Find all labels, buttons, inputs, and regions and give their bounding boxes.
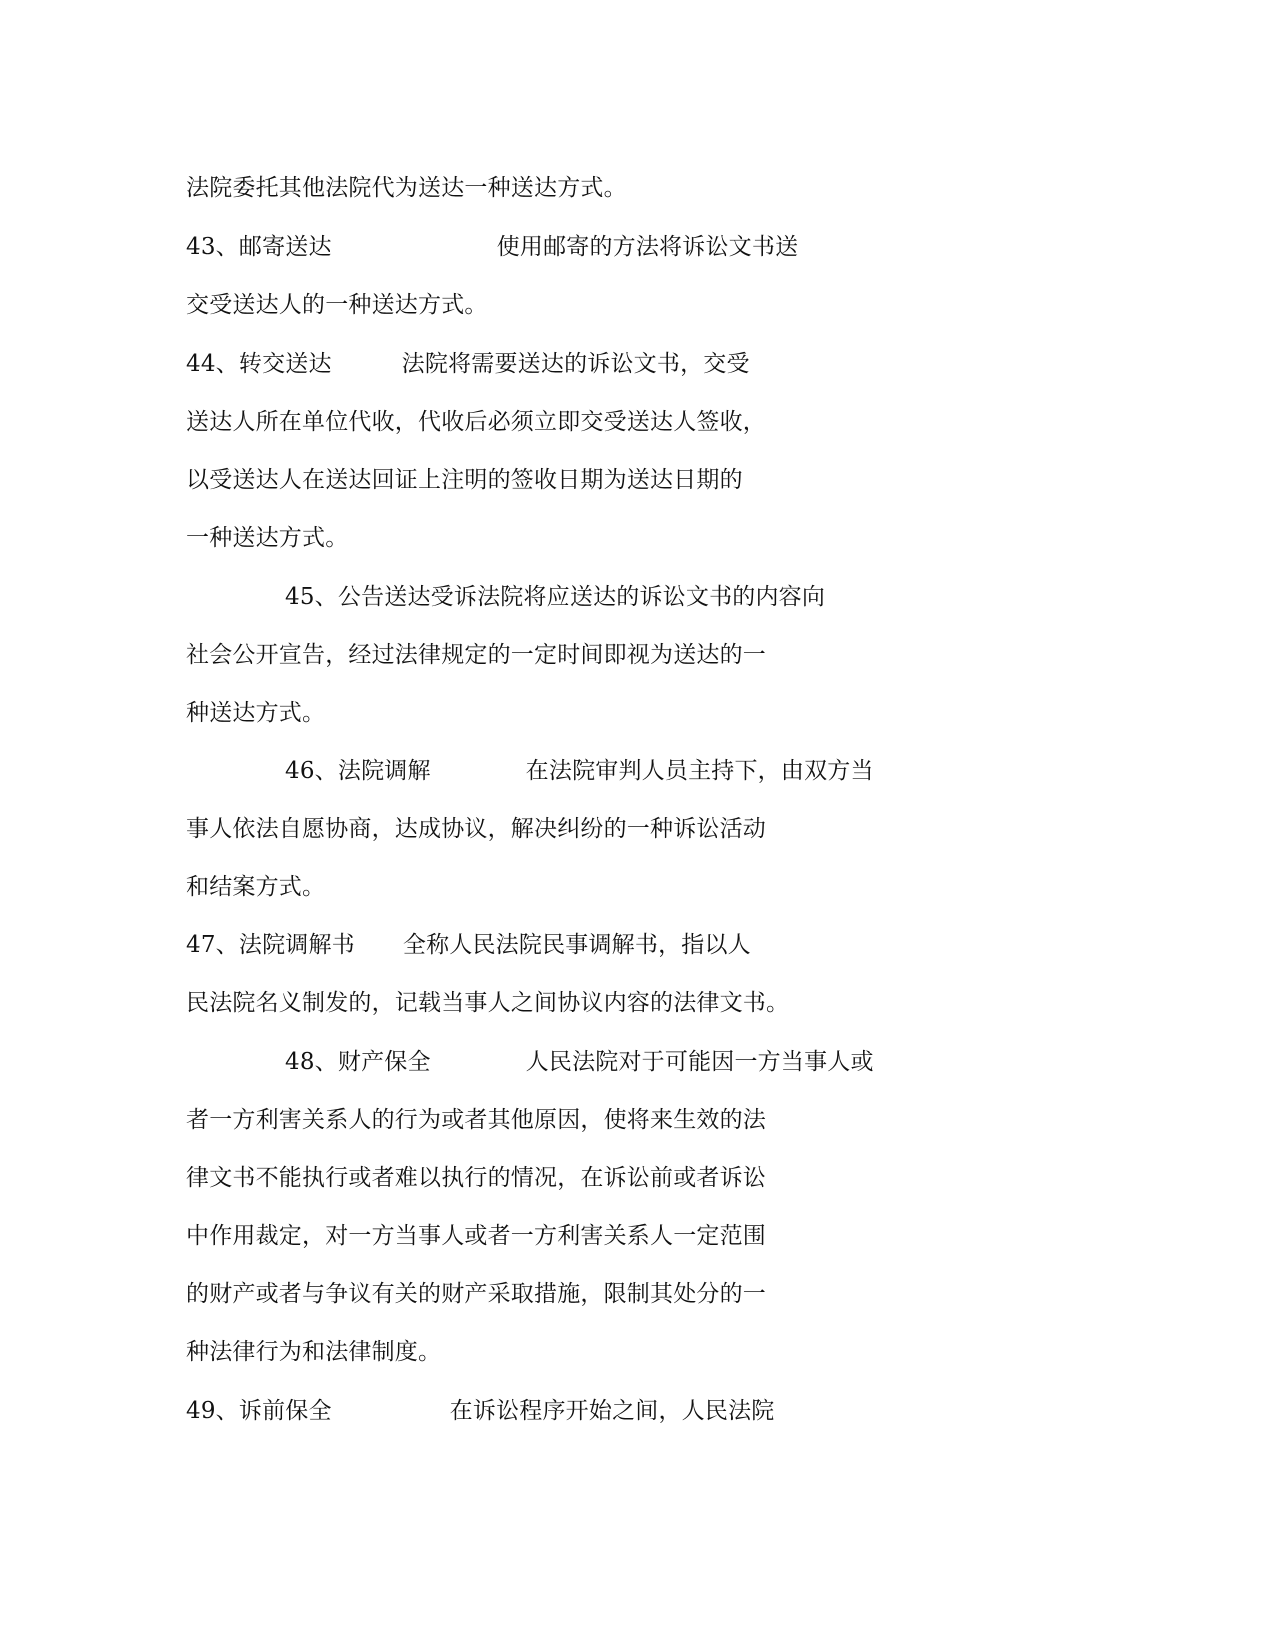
text-line: 法院委托其他法院代为送达一种送达方式。	[186, 175, 627, 201]
term-heading: 43、邮寄送达	[186, 234, 332, 260]
term-entry-48	[285, 1042, 874, 1082]
term-definition: 人民法院对于可能因一方当事人或	[525, 1049, 874, 1075]
term-entry-43	[186, 227, 798, 267]
text-line: 和结案方式。	[186, 874, 326, 900]
text-line: 律文书不能执行或者难以执行的情况，在诉讼前或者诉讼	[186, 1165, 766, 1191]
term-definition: 在诉讼程序开始之间，人民法院	[449, 1398, 775, 1424]
text-line: 社会公开宣告，经过法律规定的一定时间即视为送达的一	[186, 642, 766, 668]
text-line: 种送达方式。	[186, 700, 326, 726]
term-entry-47	[186, 925, 751, 965]
term-heading: 48、财产保全	[285, 1049, 431, 1075]
term-heading: 46、法院调解	[285, 758, 431, 784]
text-line: 中作用裁定，对一方当事人或者一方利害关系人一定范围	[186, 1223, 766, 1249]
text-line: 交受送达人的一种送达方式。	[186, 292, 488, 318]
term-heading: 49、诉前保全	[186, 1398, 332, 1424]
text-line: 一种送达方式。	[186, 525, 349, 551]
text-line: 的财产或者与争议有关的财产采取措施，限制其处分的一	[186, 1281, 766, 1307]
term-entry-44	[186, 344, 750, 384]
text-line: 者一方利害关系人的行为或者其他原因，使将来生效的法	[186, 1107, 766, 1133]
term-entry-49	[186, 1391, 774, 1431]
text-line: 种法律行为和法律制度。	[186, 1339, 442, 1365]
text-line: 以受送达人在送达回证上注明的签收日期为送达日期的	[186, 467, 743, 493]
term-heading: 47、法院调解书	[186, 932, 355, 958]
text-line: 送达人所在单位代收，代收后必须立即交受送达人签收，	[186, 409, 766, 435]
term-entry-46	[285, 751, 874, 791]
term-definition: 在法院审判人员主持下，由双方当	[525, 758, 874, 784]
text-line: 45、公告送达受诉法院将应送达的诉讼文书的内容向	[285, 584, 826, 610]
term-definition: 法院将需要送达的诉讼文书，交受	[401, 351, 750, 377]
text-line: 民法院名义制发的，记载当事人之间协议内容的法律文书。	[186, 990, 790, 1016]
term-definition: 全称人民法院民事调解书，指以人	[402, 932, 751, 958]
term-heading: 44、转交送达	[186, 351, 332, 377]
text-line: 事人依法自愿协商，达成协议，解决纠纷的一种诉讼活动	[186, 816, 766, 842]
term-definition: 使用邮寄的方法将诉讼文书送	[496, 234, 799, 260]
